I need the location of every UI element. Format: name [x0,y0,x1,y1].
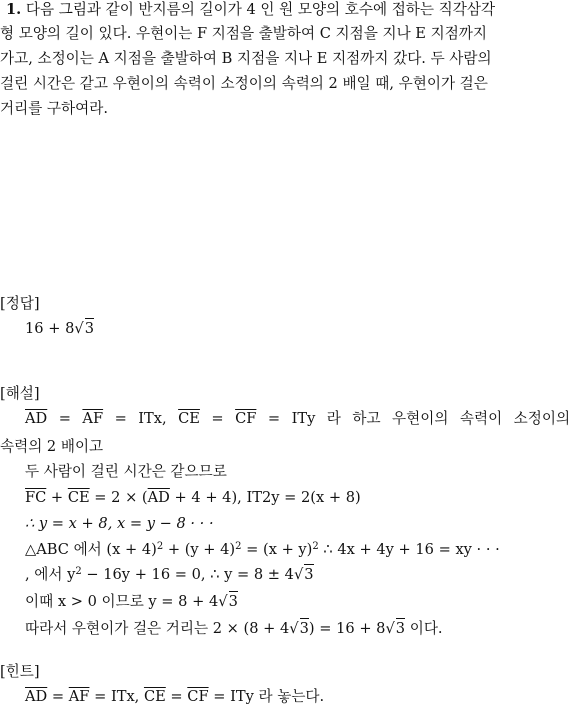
segment-af: $\overline{AF}$ [82,410,104,427]
hint-label: [힌트] [0,663,40,680]
solution-label: [해설] [0,385,40,402]
problem-number: 1. [6,1,22,18]
problem-line-1 [6,3,495,18]
solution-line-3: 두 사람이 걸린 시간은 같으므로 [25,463,227,480]
answer-value-prefix: 16 + 8 [25,320,75,337]
solution-line-2: 속력의 2 배이고 [0,438,104,455]
segment-cf: $\overline{CF}$ [187,688,209,705]
answer-root: 3 [84,320,94,337]
segment-ce: $\overline{CE}$ [67,489,90,506]
segment-ce: $\overline{CE}$ [143,688,166,705]
sqrt-sign: √ [289,620,299,637]
answer-label: [정답] [0,295,40,312]
sqrt-sign: √ [385,620,395,637]
hint-text: $\overline{AD} = \overline{AF}$ = ITx, $\overline{CE} = \overline{CF}$ = ITy 라 놓는다. [25,688,325,705]
solution-line-1: $\overline{AD} = \overline{AF}$ = ITx, $\overline{CE} = \overline{CF}$ = ITy 라 하고 우현이의 속력이 소정이의 [25,410,571,427]
segment-fc: $\overline{FC}$ [25,489,47,506]
segment-af: $\overline{AF}$ [68,688,90,705]
solution-line-7: , 에서 $y^2 - 16y + 16 = 0$, ∴ y = 8 ± 4√3 [25,566,314,583]
problem-line-4: 걸린 시간은 같고 우현이의 속력이 소정이의 속력의 2 배일 때, 우현이가 걸은 [0,75,488,92]
solution-line-5: ∴ y = x + 8, x = y − 8 · · · [25,515,214,532]
segment-ad: $\overline{AD}$ [25,410,48,427]
sqrt-sign: √ [293,566,304,583]
solution-line-9: 따라서 우현이가 걸은 거리는 2 × (8 + 4√3) = 16 + 8√3 이다. [25,620,443,637]
sqrt-sign: √ [218,593,228,610]
segment-ad: $\overline{AD}$ [147,489,170,506]
segment-ad: $\overline{AD}$ [25,688,48,705]
answer-value [25,322,94,337]
sqrt-sign: √ [74,320,84,337]
problem-text-1: 다음 그림과 같이 반지름의 길이가 4 인 원 모양의 호수에 접하는 직각삼각 [25,1,496,18]
problem-line-3: 가고, 소정이는 A 지점을 출발하여 B 지점을 지나 E 지점까지 갔다. 두 사람의 [0,50,492,67]
problem-line-5: 거리를 구하여라. [0,100,108,117]
segment-cf: $\overline{CF}$ [235,410,257,427]
solution-line-4: $\overline{FC} + \overline{CE} = 2 \times (\overline{AD} + 4 + 4)$, IT2y = 2(x + 8) [25,489,361,506]
solution-line-6: △ABC 에서 $(x + 4)^2 + (y + 4)^2 = (x + y)^2$ ∴ 4x + 4y + 16 = xy · · · [25,541,500,558]
solution-line-8: 이때 x > 0 이므로 y = 8 + 4√3 [25,593,238,610]
problem-line-2: 형 모양의 길이 있다. 우현이는 F 지점을 출발하여 C 지점을 지나 E 지점까지 [0,25,487,42]
segment-ce: $\overline{CE}$ [178,410,200,427]
